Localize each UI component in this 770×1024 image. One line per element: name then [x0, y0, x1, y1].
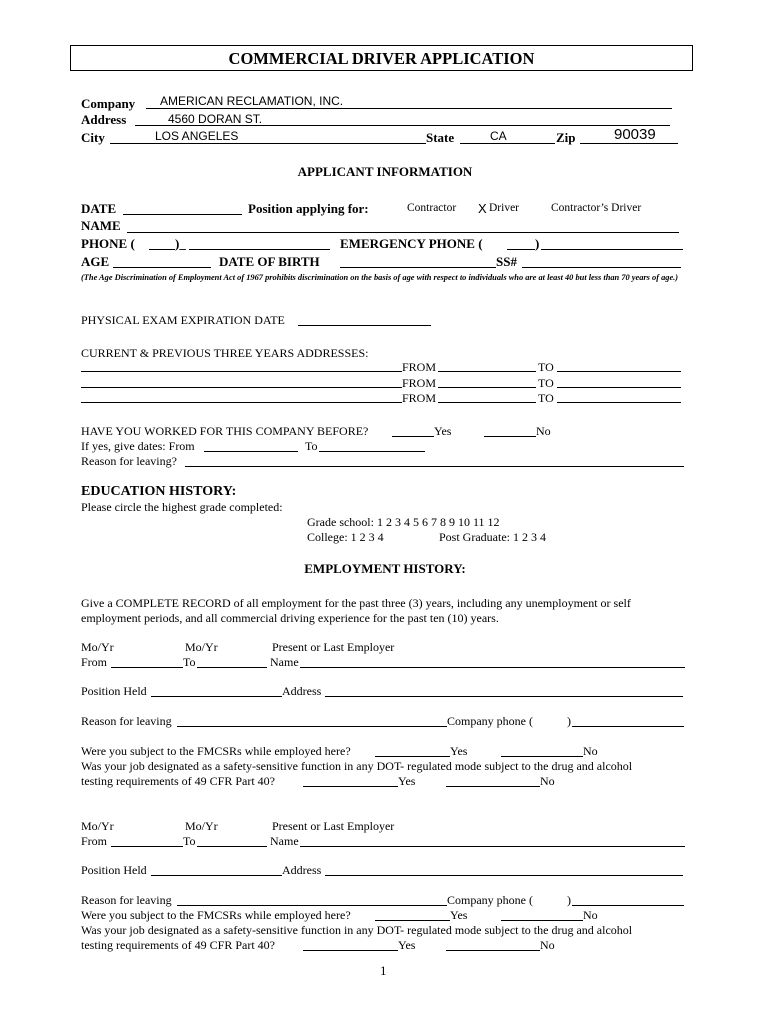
contractors-driver-option[interactable]: Contractor’s Driver: [551, 202, 642, 214]
employer2-position-line[interactable]: [151, 875, 282, 876]
company-phone-label: Company phone (: [447, 714, 533, 728]
moyr-label: Mo/Yr: [185, 640, 218, 654]
emergency-phone-label: EMERGENCY PHONE (: [340, 236, 483, 251]
age-discrimination-note: (The Age Discrimination of Employment Act of 1967 prohibits discrimination on the basis of age with respect to individuals who are at least 40 but less than 70 years of age.): [81, 273, 679, 282]
addresses-label: CURRENT & PREVIOUS THREE YEARS ADDRESSES:: [81, 346, 369, 360]
employer1-name-line[interactable]: [300, 667, 685, 668]
moyr-label: Mo/Yr: [185, 819, 218, 833]
employer1-fmcsr-yes-line[interactable]: [375, 756, 450, 757]
dot-question-line1: Was your job designated as a safety-sensitive function in any DOT- regulated mode subject to the drug and alcohol: [81, 923, 633, 937]
to-line-3[interactable]: [557, 402, 681, 403]
employer2-reason-line[interactable]: [177, 905, 447, 906]
fmcsr-question: Were you subject to the FMCSRs while employed here?: [81, 908, 351, 922]
employment-intro-line1: Give a COMPLETE RECORD of all employment for the past three (3) years, including any unemployment or self: [81, 596, 631, 610]
from-label: FROM: [402, 360, 437, 374]
company-phone-close: ): [567, 893, 571, 907]
employer2-dot-yes-line[interactable]: [303, 950, 398, 951]
to-label: To: [183, 834, 196, 848]
dot-question-line1: Was your job designated as a safety-sensitive function in any DOT- regulated mode subject to the drug and alcohol: [81, 759, 633, 773]
college-options[interactable]: College: 1 2 3 4: [307, 530, 384, 544]
physical-exam-label: PHYSICAL EXAM EXPIRATION DATE: [81, 313, 285, 327]
fmcsr-question: Were you subject to the FMCSRs while employed here?: [81, 744, 351, 758]
employer1-position-line[interactable]: [151, 696, 282, 697]
present-last-employer-label: Present or Last Employer: [272, 819, 395, 833]
physical-exam-field-line[interactable]: [298, 325, 431, 326]
reason-leaving-line[interactable]: [185, 466, 684, 467]
driver-checkmark[interactable]: X: [478, 201, 487, 216]
zip-label: Zip: [556, 130, 576, 145]
contractor-option[interactable]: Contractor: [407, 202, 457, 214]
present-last-employer-label: Present or Last Employer: [272, 640, 395, 654]
yes-label: Yes: [398, 938, 416, 952]
position-label: Position applying for:: [248, 201, 369, 216]
zip-value: 90039: [614, 126, 656, 143]
worked-before-question: HAVE YOU WORKED FOR THIS COMPANY BEFORE?: [81, 424, 369, 438]
date-label: DATE: [81, 201, 117, 216]
to-line-1[interactable]: [557, 371, 681, 372]
driver-option[interactable]: Driver: [489, 202, 520, 214]
employer2-name-line[interactable]: [300, 846, 685, 847]
state-value: CA: [490, 129, 507, 143]
address-label: Address: [81, 112, 127, 127]
dot-question-line2: testing requirements of 49 CFR Part 40?: [81, 774, 275, 788]
post-graduate-options[interactable]: Post Graduate: 1 2 3 4: [439, 530, 546, 544]
dot-question-line2: testing requirements of 49 CFR Part 40?: [81, 938, 275, 952]
to-label: TO: [538, 376, 554, 390]
employer2-fmcsr-yes-line[interactable]: [375, 920, 450, 921]
to-label: TO: [538, 391, 554, 405]
company-value: AMERICAN RECLAMATION, INC.: [160, 94, 344, 108]
reason-leaving-label: Reason for leaving: [81, 893, 172, 907]
to-label: To: [183, 655, 196, 669]
worked-no-label: No: [536, 424, 551, 438]
if-yes-to-label: To: [305, 439, 318, 453]
address-value: 4560 DORAN ST.: [168, 112, 263, 126]
employer1-to-line[interactable]: [197, 667, 267, 668]
employer2-dot-no-line[interactable]: [446, 950, 540, 951]
reason-leaving-label: Reason for leaving: [81, 714, 172, 728]
employer1-from-line[interactable]: [111, 667, 183, 668]
if-yes-from-line[interactable]: [204, 451, 298, 452]
no-label: No: [540, 938, 555, 952]
position-held-label: Position Held: [81, 863, 147, 877]
moyr-label: Mo/Yr: [81, 819, 114, 833]
employer2-phone-line[interactable]: [572, 905, 684, 906]
emergency-close: ): [535, 236, 540, 251]
dob-field-line[interactable]: [340, 267, 496, 268]
if-yes-to-line[interactable]: [319, 451, 425, 452]
employer1-phone-line[interactable]: [572, 726, 684, 727]
yes-label: Yes: [398, 774, 416, 788]
company-field-line[interactable]: [146, 108, 672, 109]
address-line-3[interactable]: [81, 402, 402, 403]
age-field-line[interactable]: [113, 267, 211, 268]
address-line-1[interactable]: [81, 371, 402, 372]
to-line-2[interactable]: [557, 387, 681, 388]
employer1-dot-yes-line[interactable]: [303, 786, 398, 787]
employer1-dot-no-line[interactable]: [446, 786, 540, 787]
company-phone-label: Company phone (: [447, 893, 533, 907]
name-label: Name: [270, 834, 299, 848]
zip-field-line[interactable]: [580, 143, 678, 144]
yes-label: Yes: [450, 744, 468, 758]
from-line-2[interactable]: [438, 387, 536, 388]
from-label: From: [81, 834, 108, 848]
employment-intro-line2: employment periods, and all commercial driving experience for the past ten (10) years.: [81, 611, 499, 625]
no-label: No: [540, 774, 555, 788]
from-label: FROM: [402, 391, 437, 405]
employment-heading: EMPLOYMENT HISTORY:: [304, 561, 466, 576]
grade-school-options[interactable]: Grade school: 1 2 3 4 5 6 7 8 9 10 11 12: [307, 515, 500, 529]
address-label: Address: [282, 863, 322, 877]
phone-field-line[interactable]: [189, 249, 330, 250]
worked-yes-line[interactable]: [392, 436, 434, 437]
company-phone-close: ): [567, 714, 571, 728]
if-yes-label: If yes, give dates: From: [81, 439, 195, 453]
to-label: TO: [538, 360, 554, 374]
company-label: Company: [81, 96, 136, 111]
dob-label: DATE OF BIRTH: [219, 254, 320, 269]
phone-label: PHONE (: [81, 236, 135, 251]
worked-no-line[interactable]: [484, 436, 536, 437]
state-label: State: [426, 130, 455, 145]
page-title: COMMERCIAL DRIVER APPLICATION: [70, 45, 693, 71]
from-line-3[interactable]: [438, 402, 536, 403]
moyr-label: Mo/Yr: [81, 640, 114, 654]
city-field-line[interactable]: [110, 143, 426, 144]
ss-field-line[interactable]: [522, 267, 681, 268]
employer2-from-line[interactable]: [111, 846, 183, 847]
reason-leaving-label: Reason for leaving?: [81, 454, 177, 468]
employer2-to-line[interactable]: [197, 846, 267, 847]
worked-yes-label: Yes: [434, 424, 452, 438]
ss-label: SS#: [496, 254, 517, 269]
address-label: Address: [282, 684, 322, 698]
education-heading: EDUCATION HISTORY:: [81, 484, 237, 499]
page-number: 1: [380, 963, 387, 978]
employer1-fmcsr-no-line[interactable]: [501, 756, 583, 757]
from-line-1[interactable]: [438, 371, 536, 372]
no-label: No: [583, 744, 598, 758]
age-label: AGE: [81, 254, 110, 269]
phone-area-line[interactable]: [149, 249, 175, 250]
phone-close: )_: [175, 236, 186, 251]
address-line-2[interactable]: [81, 387, 402, 388]
city-label: City: [81, 130, 105, 145]
education-instruction: Please circle the highest grade completed:: [81, 500, 283, 514]
date-field-line[interactable]: [123, 214, 242, 215]
name-field-line[interactable]: [127, 232, 679, 233]
employer2-fmcsr-no-line[interactable]: [501, 920, 583, 921]
employer1-reason-line[interactable]: [177, 726, 447, 727]
state-field-line[interactable]: [460, 143, 555, 144]
no-label: No: [583, 908, 598, 922]
emergency-field-line[interactable]: [541, 249, 683, 250]
employer2-address-line[interactable]: [325, 875, 683, 876]
from-label: FROM: [402, 376, 437, 390]
applicant-heading: APPLICANT INFORMATION: [297, 164, 473, 179]
name-label: NAME: [81, 218, 121, 233]
position-held-label: Position Held: [81, 684, 147, 698]
employer1-address-line[interactable]: [325, 696, 683, 697]
emergency-area-line[interactable]: [507, 249, 535, 250]
name-label: Name: [270, 655, 299, 669]
from-label: From: [81, 655, 108, 669]
city-value: LOS ANGELES: [155, 129, 239, 143]
yes-label: Yes: [450, 908, 468, 922]
